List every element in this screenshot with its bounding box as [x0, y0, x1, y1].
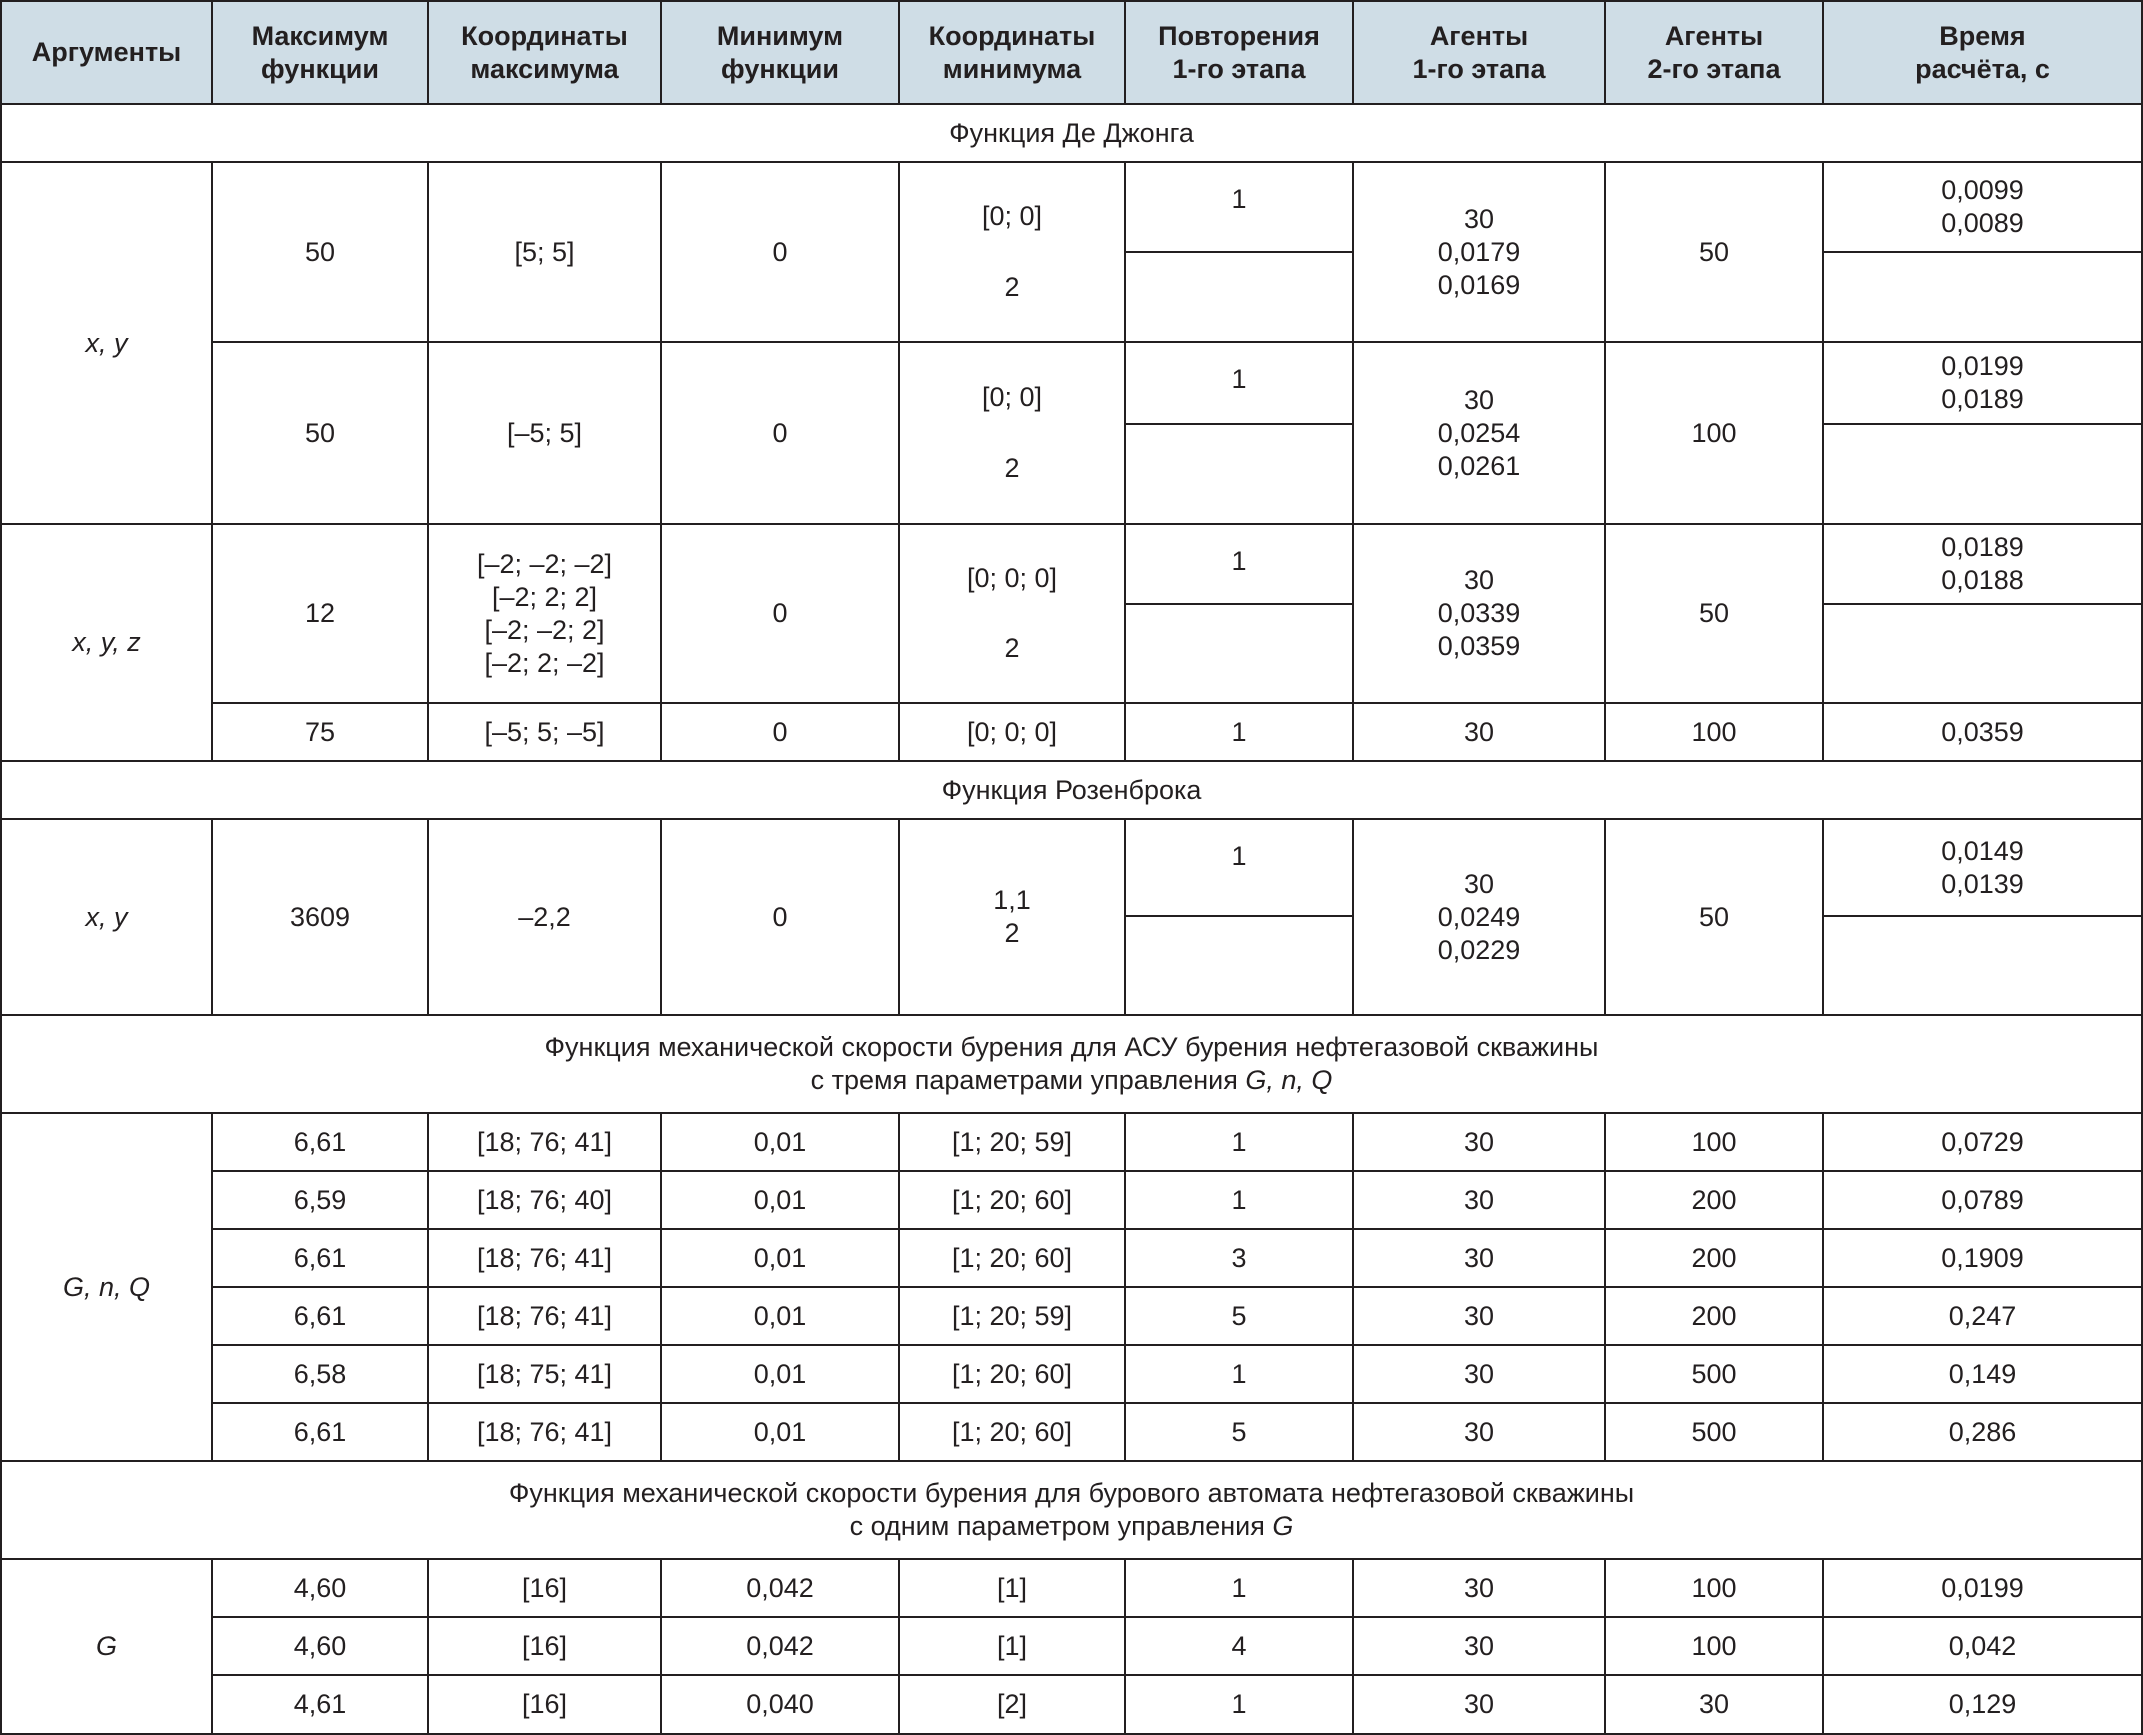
asu-row1-max: 6,61	[213, 1114, 429, 1172]
asu-row4-agents2: 200	[1606, 1288, 1824, 1346]
asu-row6-agents2: 500	[1606, 1404, 1824, 1462]
header-stage1-repeats: Повторения 1-го этапа	[1126, 0, 1354, 105]
dejong-arg-xy: x, y	[0, 163, 213, 525]
dejong-r1-min: 0	[662, 163, 900, 343]
auto-row3-max: 4,61	[213, 1676, 429, 1735]
section-dejong-title: Функция Де Джонга	[0, 105, 2143, 163]
dejong-r2-agents1: 30 0,0254 0,0261	[1354, 343, 1606, 525]
dejong-arg-xyz: x, y, z	[0, 525, 213, 762]
asu-row4-agents1: 30	[1354, 1288, 1606, 1346]
dejong-r3-agents1: 30 0,0339 0,0359	[1354, 525, 1606, 704]
auto-row3-coord-min: [2]	[900, 1676, 1126, 1735]
auto-row1-agents2: 100	[1606, 1560, 1824, 1618]
dejong-r3-time-empty	[1824, 605, 2143, 704]
dejong-r1-time-empty	[1824, 253, 2143, 343]
dejong-r1-repeats: 1	[1126, 163, 1354, 253]
asu-row6-coord-min: [1; 20; 60]	[900, 1404, 1126, 1462]
dejong-r2-repeats: 1	[1126, 343, 1354, 425]
asu-row2-coord-max: [18; 76; 40]	[429, 1172, 662, 1230]
section-rosenbrock-title: Функция Розенброка	[0, 762, 2143, 820]
rosenbrock-coord-min: 1,1 2	[900, 820, 1126, 1016]
asu-arg: G, n, Q	[0, 1114, 213, 1462]
asu-row5-agents1: 30	[1354, 1346, 1606, 1404]
dejong-r3-coord-max: [–2; –2; –2] [–2; 2; 2] [–2; –2; 2] [–2; 2; –2]	[429, 525, 662, 704]
dejong-r1-coord-max: [5; 5]	[429, 163, 662, 343]
dejong-r1-repeats-empty	[1126, 253, 1354, 343]
asu-row3-max: 6,61	[213, 1230, 429, 1288]
dejong-r2-repeats-empty	[1126, 425, 1354, 525]
auto-row2-agents2: 100	[1606, 1618, 1824, 1676]
dejong-r1-coord-min: [0; 0] 2	[900, 163, 1126, 343]
auto-row3-repeats: 1	[1126, 1676, 1354, 1735]
asu-row5-min: 0,01	[662, 1346, 900, 1404]
auto-row1-max: 4,60	[213, 1560, 429, 1618]
auto-row2-time: 0,042	[1824, 1618, 2143, 1676]
auto-row1-coord-max: [16]	[429, 1560, 662, 1618]
asu-row2-agents2: 200	[1606, 1172, 1824, 1230]
auto-row3-min: 0,040	[662, 1676, 900, 1735]
asu-row4-coord-min: [1; 20; 59]	[900, 1288, 1126, 1346]
dejong-r4-max: 75	[213, 704, 429, 762]
asu-row3-coord-max: [18; 76; 41]	[429, 1230, 662, 1288]
asu-row5-max: 6,58	[213, 1346, 429, 1404]
header-stage1-agents: Агенты 1-го этапа	[1354, 0, 1606, 105]
asu-row4-max: 6,61	[213, 1288, 429, 1346]
rosenbrock-max: 3609	[213, 820, 429, 1016]
header-calc-time: Время расчёта, с	[1824, 0, 2143, 105]
rosenbrock-repeats-empty	[1126, 917, 1354, 1016]
auto-row2-agents1: 30	[1354, 1618, 1606, 1676]
asu-row2-coord-min: [1; 20; 60]	[900, 1172, 1126, 1230]
auto-row1-coord-min: [1]	[900, 1560, 1126, 1618]
header-max-coords: Координаты максимума	[429, 0, 662, 105]
asu-row3-agents2: 200	[1606, 1230, 1824, 1288]
dejong-r2-max: 50	[213, 343, 429, 525]
asu-row2-min: 0,01	[662, 1172, 900, 1230]
asu-row6-repeats: 5	[1126, 1404, 1354, 1462]
dejong-r3-time: 0,0189 0,0188	[1824, 525, 2143, 605]
asu-row6-time: 0,286	[1824, 1404, 2143, 1462]
dejong-r2-coord-max: [–5; 5]	[429, 343, 662, 525]
dejong-r1-max: 50	[213, 163, 429, 343]
asu-row1-repeats: 1	[1126, 1114, 1354, 1172]
dejong-r1-agents2: 50	[1606, 163, 1824, 343]
section-asu-title: Функция механической скорости бурения для АСУ бурения нефтегазовой скважины с тремя параметрами управления G, n, Q	[0, 1016, 2143, 1114]
asu-row6-agents1: 30	[1354, 1404, 1606, 1462]
auto-row2-repeats: 4	[1126, 1618, 1354, 1676]
dejong-r2-time-empty	[1824, 425, 2143, 525]
asu-row5-agents2: 500	[1606, 1346, 1824, 1404]
rosenbrock-time: 0,0149 0,0139	[1824, 820, 2143, 917]
dejong-r3-min: 0	[662, 525, 900, 704]
auto-row2-max: 4,60	[213, 1618, 429, 1676]
rosenbrock-arg: x, y	[0, 820, 213, 1016]
header-function-min: Минимум функции	[662, 0, 900, 105]
dejong-r1-agents1: 30 0,0179 0,0169	[1354, 163, 1606, 343]
dejong-r1-time: 0,0099 0,0089	[1824, 163, 2143, 253]
rosenbrock-min: 0	[662, 820, 900, 1016]
dejong-r4-min: 0	[662, 704, 900, 762]
asu-row1-agents1: 30	[1354, 1114, 1606, 1172]
auto-row1-agents1: 30	[1354, 1560, 1606, 1618]
asu-row6-max: 6,61	[213, 1404, 429, 1462]
header-function-max: Максимум функции	[213, 0, 429, 105]
auto-row3-time: 0,129	[1824, 1676, 2143, 1735]
asu-row3-agents1: 30	[1354, 1230, 1606, 1288]
dejong-r2-time: 0,0199 0,0189	[1824, 343, 2143, 425]
dejong-r4-time: 0,0359	[1824, 704, 2143, 762]
asu-row5-time: 0,149	[1824, 1346, 2143, 1404]
asu-row4-coord-max: [18; 76; 41]	[429, 1288, 662, 1346]
dejong-r4-agents1: 30	[1354, 704, 1606, 762]
header-arguments: Аргументы	[0, 0, 213, 105]
dejong-r3-max: 12	[213, 525, 429, 704]
asu-row4-min: 0,01	[662, 1288, 900, 1346]
header-stage2-agents: Агенты 2-го этапа	[1606, 0, 1824, 105]
dejong-r4-repeats: 1	[1126, 704, 1354, 762]
rosenbrock-time-empty	[1824, 917, 2143, 1016]
asu-row2-max: 6,59	[213, 1172, 429, 1230]
asu-row2-time: 0,0789	[1824, 1172, 2143, 1230]
asu-row3-repeats: 3	[1126, 1230, 1354, 1288]
asu-row5-coord-max: [18; 75; 41]	[429, 1346, 662, 1404]
asu-row1-min: 0,01	[662, 1114, 900, 1172]
header-min-coords: Координаты минимума	[900, 0, 1126, 105]
rosenbrock-agents2: 50	[1606, 820, 1824, 1016]
dejong-r2-agents2: 100	[1606, 343, 1824, 525]
auto-row2-coord-max: [16]	[429, 1618, 662, 1676]
asu-row2-agents1: 30	[1354, 1172, 1606, 1230]
auto-row3-agents2: 30	[1606, 1676, 1824, 1735]
asu-row2-repeats: 1	[1126, 1172, 1354, 1230]
asu-row6-coord-max: [18; 76; 41]	[429, 1404, 662, 1462]
rosenbrock-coord-max: –2,2	[429, 820, 662, 1016]
dejong-r4-agents2: 100	[1606, 704, 1824, 762]
auto-row1-repeats: 1	[1126, 1560, 1354, 1618]
rosenbrock-repeats: 1	[1126, 820, 1354, 917]
auto-row3-agents1: 30	[1354, 1676, 1606, 1735]
rosenbrock-agents1: 30 0,0249 0,0229	[1354, 820, 1606, 1016]
asu-row1-time: 0,0729	[1824, 1114, 2143, 1172]
dejong-r2-coord-min: [0; 0] 2	[900, 343, 1126, 525]
asu-row3-min: 0,01	[662, 1230, 900, 1288]
asu-row4-repeats: 5	[1126, 1288, 1354, 1346]
asu-row5-coord-min: [1; 20; 60]	[900, 1346, 1126, 1404]
auto-row1-time: 0,0199	[1824, 1560, 2143, 1618]
dejong-r2-min: 0	[662, 343, 900, 525]
auto-arg: G	[0, 1560, 213, 1735]
section-auto-title: Функция механической скорости бурения для бурового автомата нефтегазовой скважины с одним параметром управления G	[0, 1462, 2143, 1560]
asu-row3-coord-min: [1; 20; 60]	[900, 1230, 1126, 1288]
asu-row5-repeats: 1	[1126, 1346, 1354, 1404]
asu-row3-time: 0,1909	[1824, 1230, 2143, 1288]
asu-row1-coord-max: [18; 76; 41]	[429, 1114, 662, 1172]
asu-row4-time: 0,247	[1824, 1288, 2143, 1346]
auto-row1-min: 0,042	[662, 1560, 900, 1618]
auto-row2-coord-min: [1]	[900, 1618, 1126, 1676]
dejong-r4-coord-max: [–5; 5; –5]	[429, 704, 662, 762]
dejong-r3-coord-min: [0; 0; 0] 2	[900, 525, 1126, 704]
dejong-r3-repeats: 1	[1126, 525, 1354, 605]
dejong-r3-agents2: 50	[1606, 525, 1824, 704]
auto-row2-min: 0,042	[662, 1618, 900, 1676]
asu-row6-min: 0,01	[662, 1404, 900, 1462]
dejong-r3-repeats-empty	[1126, 605, 1354, 704]
asu-row1-coord-min: [1; 20; 59]	[900, 1114, 1126, 1172]
auto-row3-coord-max: [16]	[429, 1676, 662, 1735]
dejong-r4-coord-min: [0; 0; 0]	[900, 704, 1126, 762]
asu-row1-agents2: 100	[1606, 1114, 1824, 1172]
